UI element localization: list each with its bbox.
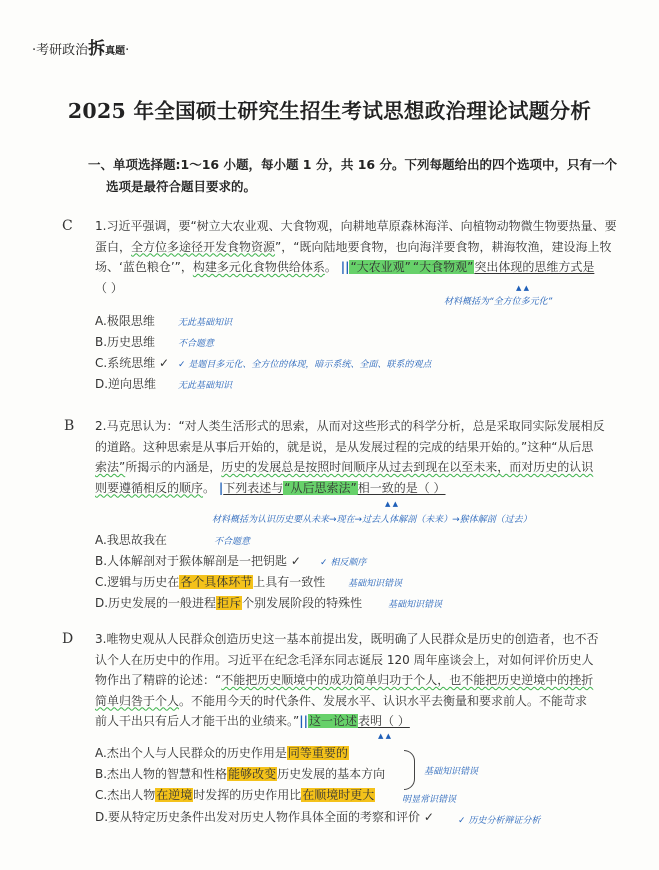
emphasis-mark: ▲ ▲	[385, 500, 398, 508]
q2-option-b: B.人体解剖对于猴体解剖是一把钥匙 ✓	[95, 554, 301, 568]
q3-option-d: D.要从特定历史条件出发对历史人物作具体全面的考察和评价 ✓	[95, 810, 434, 824]
q3-option-c-note: 明显常识错误	[402, 795, 457, 805]
emphasis-mark: ▲ ▲	[516, 284, 529, 292]
q2-stem: 2.马克思认为：“对人类生活形式的思索，从而对这些形式的科学分析，总是采取同实际发展相反 的道路。这种思索是从事后开始的，就是说，是从发展过程的完成的结果开始的。”这种“从后思 索法”所揭示的内涵是，历史的发展总是按照时间顺序从过去到现在以至未来，而对历史的认识 则要遵循相反的顺序。 |下列表述与“从后思索法”相一致的是（ ）	[95, 419, 605, 495]
q2-option-a-note: 不合题意	[214, 537, 251, 547]
q1-highlight-1: “大农业观”	[350, 260, 411, 274]
q3-option-a: A.杰出个人与人民群众的历史作用是同等重要的	[95, 746, 348, 760]
q1-option-b-note: 不合题意	[178, 339, 215, 349]
q3-highlight: 这一论述	[308, 714, 357, 728]
q1-option-b: B.历史思维	[95, 335, 156, 349]
q2-option-c: C.逻辑与历史在各个具体环节上具有一致性	[95, 575, 326, 589]
q1-answer-mark: C	[62, 218, 73, 234]
page-title: 2025 年全国硕士研究生招生考试思想政治理论试题分析	[67, 99, 592, 123]
section-heading: 一、单项选择题:1～16 小题，每小题 1 分，共 16 分。下列每题给出的四个选项中，只有一个 选项是最符合题目要求的。	[88, 157, 617, 194]
q1-option-d-note: 无此基础知识	[178, 381, 233, 391]
q2-highlight: “从后思索法”	[284, 480, 357, 495]
q1-summary-note: 材料概括为“全方位多元化”	[444, 297, 553, 307]
q2-option-a: A.我思故我在	[95, 533, 167, 547]
q2-summary-note: 材料概括为认识历史要从未来→现在→过去人体解剖（未来）→猴体解剖（过去）	[212, 515, 532, 525]
q2-option-c-note: 基础知识错误	[348, 579, 403, 589]
q3-stem: 3.唯物史观从人民群众创造历史这一基本前提出发，既明确了人民群众是历史的创造者，也不否 认个人在历史中的作用。习近平在纪念毛泽东同志诞辰 120 周年座谈会上，对如何评价历史人 物作出了精辟的论述：“不能把历史顺境中的成功简单归功于个人，也不能把历史逆境中的挫折 简单归咎于个人。不能用今天的时代条件、发展水平、认识水平去衡量和要求前人。不能苛求 前人干出只有后人才能干出的业绩来。”||这一论述表明（ ）	[95, 632, 599, 728]
q2-option-d: D.历史发展的一般进程拒斥个别发展阶段的特殊性	[95, 596, 363, 610]
q1-option-c: C.系统思维 ✓	[95, 356, 170, 370]
q3-option-b: B.杰出人物的智慧和性格能够改变历史发展的基本方向	[95, 767, 386, 781]
q1-stem: 1.习近平强调，要“树立大农业观、大食物观，向耕地草原森林海洋、向植物动物微生物要热量、要 蛋白，全方位多途径开发食物资源”，“既向陆地要食物，也向海洋要食物，耕海牧渔，建设海上牧 场、‘蓝色粮仓’”，构建多元化食物供给体系。 ||“大农业观” “大食物观”突出体现的思维方式是 （ ）	[95, 219, 617, 295]
q1-option-a: A.极限思维	[95, 314, 155, 328]
q2-answer-mark: B	[64, 418, 75, 434]
q1-option-c-note: ✓ 是题目多元化、全方位的体现，暗示系统、全面、联系的观点	[178, 360, 432, 370]
q2-option-b-note: ✓ 相反顺序	[320, 558, 367, 568]
q1-option-d: D.逆向思维	[95, 377, 157, 391]
emphasis-mark: ▲ ▲	[378, 732, 391, 740]
q3-answer-mark: D	[62, 631, 74, 647]
series-header: ·考研政治拆真题·	[32, 39, 130, 59]
q1-highlight-2: “大食物观”	[412, 260, 474, 274]
q3-option-ab-note: 基础知识错误	[424, 767, 479, 777]
q3-option-d-note: ✓ 历史分析辩证分析	[458, 816, 541, 826]
bracket-mark	[404, 750, 415, 790]
q2-option-d-note: 基础知识错误	[388, 600, 443, 610]
q3-option-c: C.杰出人物在逆境时发挥的历史作用比在顺境时更大	[95, 788, 375, 802]
q1-option-a-note: 无此基础知识	[178, 318, 233, 328]
